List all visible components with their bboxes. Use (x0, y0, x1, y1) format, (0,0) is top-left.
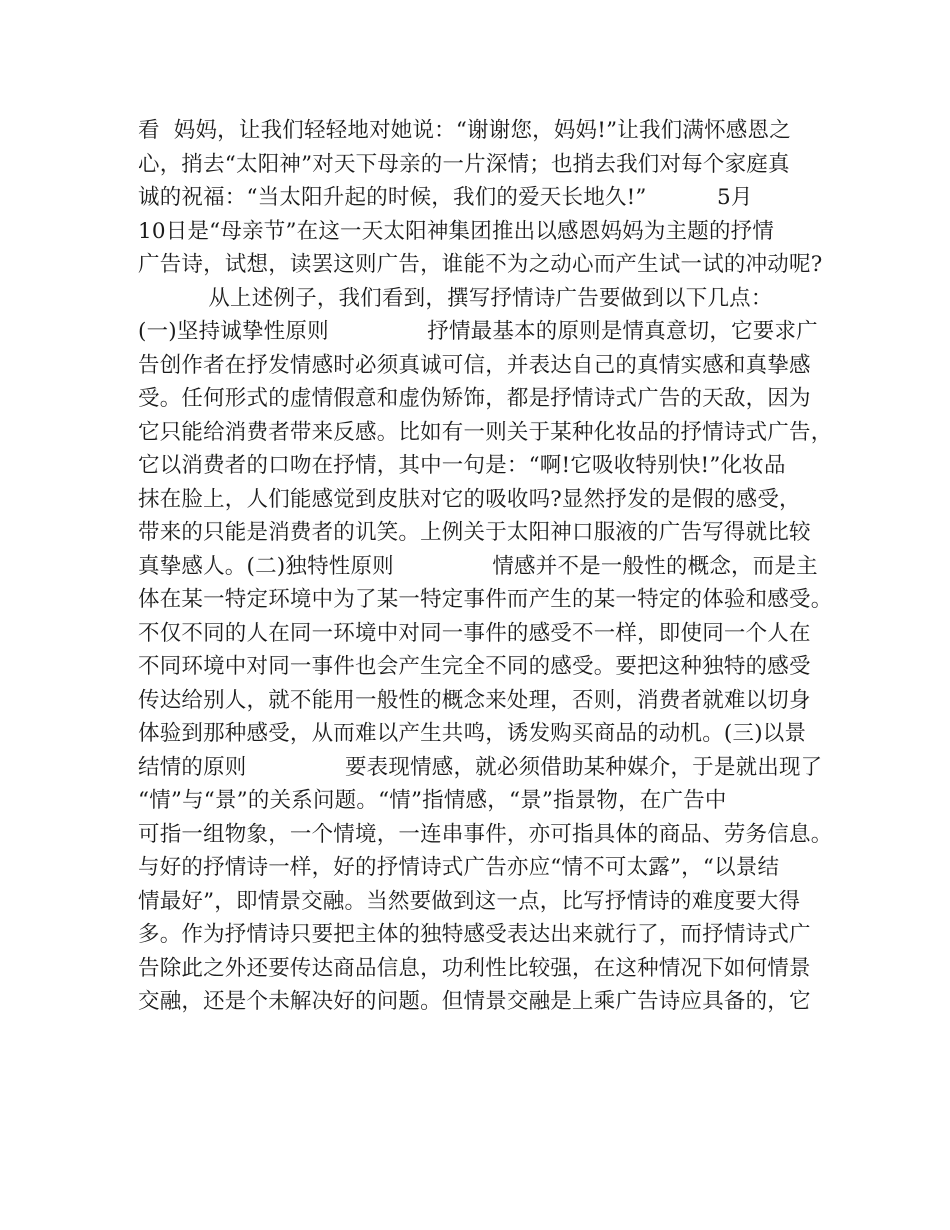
text-line: 广告诗，试想，读罢这则广告，谁能不为之动心而产生试一试的冲动呢? (138, 252, 823, 277)
text-line: 不同环境中对同一事件也会产生完全不同的感受。要把这种独特的感受 (138, 654, 811, 679)
text-line: 告创作者在抒发情感时必须真诚可信，并表达自己的真情实感和真挚感 (138, 352, 811, 378)
text-line: 与好的抒情诗一样，好的抒情诗式广告亦应“情不可太露”，“以景结 (138, 855, 780, 880)
text-line: 带来的只能是消费者的讥笑。上例关于太阳神口服液的广告写得就比较 (138, 520, 811, 545)
text-line: 它以消费者的口吻在抒情，其中一句是：“啊!它吸收特别快!”化妆品 (138, 453, 786, 478)
text-line: 情最好”，即情景交融。当然要做到这一点，比写抒情诗的难度要大得 (138, 888, 801, 914)
text-line: 多。作为抒情诗只要把主体的独特感受表达出来就行了，而抒情诗式广 (138, 922, 811, 947)
text-line: 看 妈妈，让我们轻轻地对她说：“谢谢您，妈妈!”让我们满怀感恩之 (138, 118, 791, 143)
text-line: 诚的祝福：“当太阳升起的时候，我们的爱天长地久!” 5月 (138, 185, 753, 210)
text-line: 真挚感人。(二)独特性原则 情感并不是一般性的概念，而是主 (138, 553, 818, 579)
text-line: (一)坚持诚挚性原则 抒情最基本的原则是情真意切，它要求广 (138, 319, 818, 344)
text-line: 心，捎去“太阳神”对天下母亲的一片深情；也捎去我们对每个家庭真 (138, 151, 790, 177)
text-line: 从上述例子，我们看到，撰写抒情诗广告要做到以下几点： (138, 285, 773, 311)
text-line: 告除此之外还要传达商品信息，功利性比较强，在这种情况下如何情景 (138, 955, 811, 981)
text-line: 交融，还是个未解决好的问题。但情景交融是上乘广告诗应具备的，它 (138, 989, 811, 1014)
text-line: 受。任何形式的虚情假意和虚伪矫饰，都是抒情诗式广告的天敌，因为 (138, 386, 811, 411)
text-line: 体验到那种感受，从而难以产生共鸣，诱发购买商品的动机。(三)以景 (138, 721, 807, 746)
text-line: “情”与“景”的关系问题。“情”指情感，“景”指景物，在广告中 (138, 788, 727, 813)
text-line: 可指一组物象，一个情境，一连串事件，亦可指具体的商品、劳务信息。 (138, 821, 833, 847)
text-line: 传达给别人，就不能用一般性的概念来处理，否则，消费者就难以切身 (138, 687, 811, 713)
text-line: 结情的原则 要表现情感，就必须借助某种媒介，于是就出现了 (138, 754, 823, 780)
text-line: 不仅不同的人在同一环境中对同一事件的感受不一样，即使同一个人在 (138, 620, 811, 646)
body-text (138, 114, 833, 1019)
text-line: 它只能给消费者带来反感。比如有一则关于某种化妆品的抒情诗式广告， (138, 419, 833, 445)
text-line: 10日是“母亲节”在这一天太阳神集团推出以感恩妈妈为主题的抒情 (138, 218, 775, 244)
text-line: 体在某一特定环境中为了某一特定事件而产生的某一特定的体验和感受。 (138, 587, 833, 612)
text-line: 抹在脸上，人们能感觉到皮肤对它的吸收吗?显然抒发的是假的感受， (138, 486, 801, 512)
